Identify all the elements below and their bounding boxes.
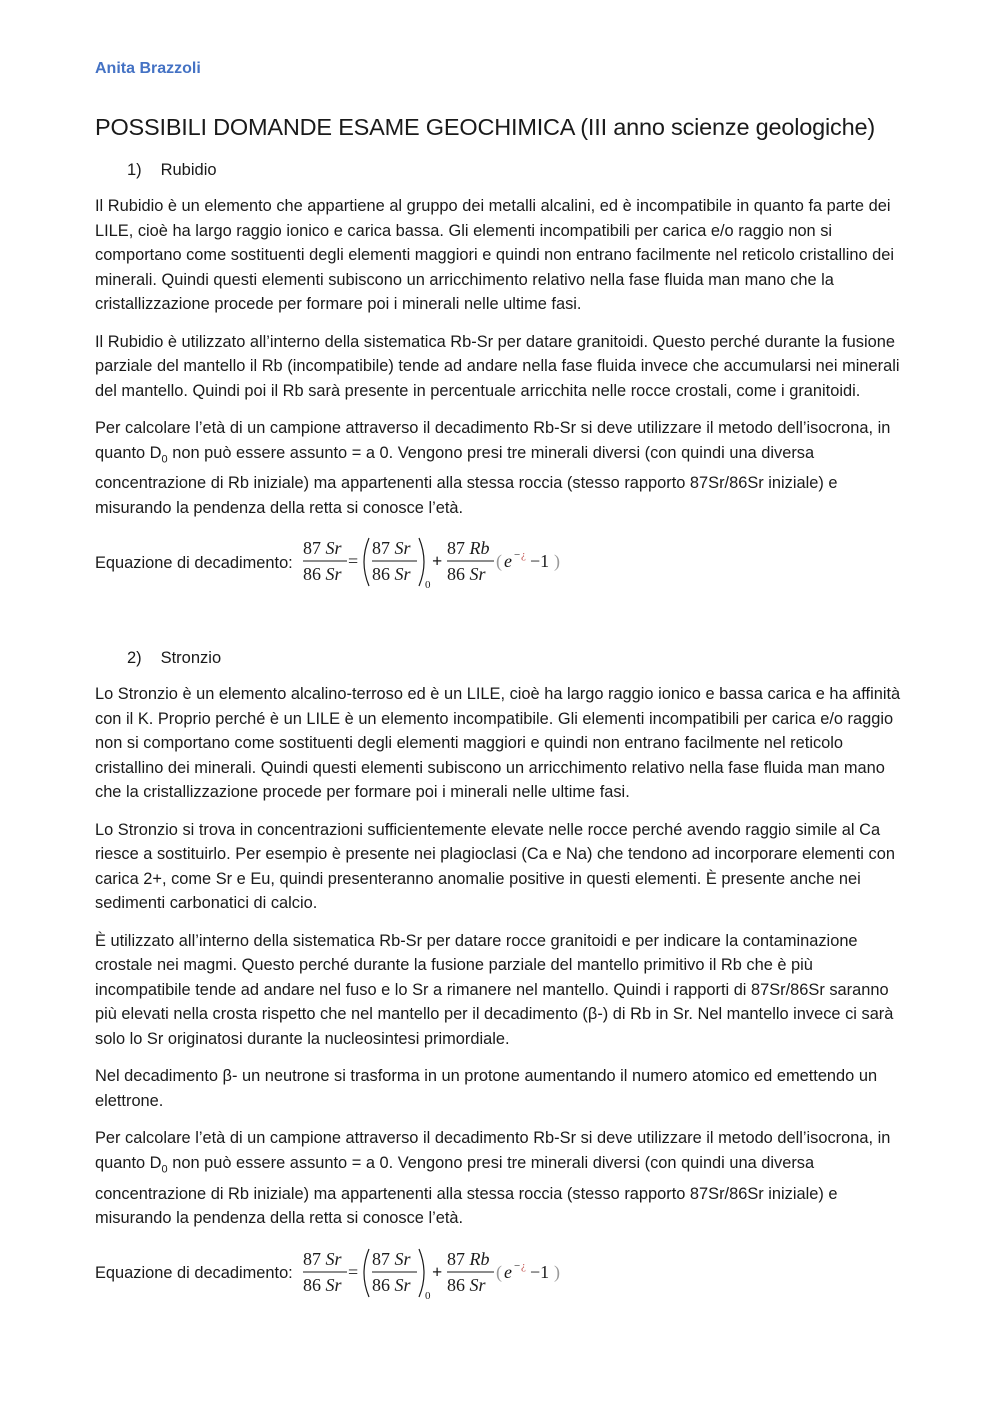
eq-num2: 87 Sr (371, 538, 411, 559)
equation-label: Equazione di decadimento: (95, 1264, 293, 1283)
eq-minus-one: −1 (529, 551, 549, 572)
eq-close-bracket: ) (553, 551, 560, 572)
eq-num1: 87 Sr (302, 538, 342, 559)
paragraph: È utilizzato all’interno della sistematica Rb-Sr per datare rocce granitoidi e per indicare la contaminazione crostale nei magmi. Questo perché durante la fusione parziale del mantello primitivo il Rb che è più incompatibile tende ad andare nel fuso e lo Sr a rimanere nel mantello. Quindi i rapporti di 87Sr/86Sr saranno più elevati nella crosta rispetto che nel mantello per il decadimento (β-) di Rb in Sr. Nel mantello invece ci sarà solo lo Sr originatosi durante la nucleosintesi primordiale. (95, 931, 894, 1048)
section-heading-stronzio (127, 649, 903, 668)
eq-den2: 86 Sr (371, 564, 411, 585)
right-paren (419, 538, 424, 586)
eq-subscript: 0 (424, 1289, 431, 1302)
paragraph-isochron (95, 416, 903, 520)
eq-den3: 86 Sr (446, 564, 486, 585)
section-number: 1) (127, 161, 142, 179)
eq-close-bracket: ) (553, 1261, 560, 1282)
paragraph: Il Rubidio è utilizzato all’interno della sistematica Rb-Sr per datare granitoidi. Questo perché durante la fusione parziale del mantello il Rb (incompatibile) tende ad andare nella fase fluida invece che accumularsi nei minerali del mantello. Quindi poi il Rb sarà presente in percentuale arricchita nelle rocce crostali, come i granitoidi. (95, 332, 900, 400)
eq-plus: + (431, 551, 443, 572)
section-title: Rubidio (160, 161, 217, 179)
eq-exp-minus: − (513, 1259, 520, 1272)
paragraph: Nel decadimento β- un neutrone si trasforma in un protone aumentando il numero atomico ed emettendo un elettrone. (95, 1067, 878, 1110)
left-paren (364, 538, 369, 586)
eq-den3: 86 Sr (446, 1274, 486, 1295)
section-heading-rubidio (127, 161, 903, 180)
eq-open-bracket: ( (495, 551, 502, 572)
eq-equals: = (347, 551, 358, 572)
eq-minus-one: −1 (529, 1261, 549, 1282)
eq-num3: 87 Rb (446, 1248, 490, 1269)
text-span: Per calcolare l’età di un campione attraverso il decadimento Rb-Sr si deve utilizzare il metodo dell’isocrona, in quanto D (95, 419, 891, 462)
section-number: 2) (127, 649, 142, 668)
document-title: POSSIBILI DOMANDE ESAME GEOCHIMICA (III anno scienze geologiche) (95, 114, 875, 140)
text-span: Per calcolare l’età di un campione attraverso il decadimento Rb-Sr si deve utilizzare il metodo dell’isocrona, in quanto D (95, 1129, 891, 1172)
document-content (95, 60, 903, 1304)
equation-label: Equazione di decadimento: (95, 553, 293, 572)
decay-equation (95, 1244, 903, 1304)
text-span: non può essere assunto = a 0. Vengono presi tre minerali diversi (con quindi una diversa concentrazione di Rb iniziale) ma appartenenti alla stessa roccia (stesso rapporto 87Sr/86Sr iniziale) e misurando la pendenza della retta si conosce l’età. (95, 1153, 838, 1228)
subscript: 0 (161, 452, 168, 465)
eq-num2: 87 Sr (371, 1248, 411, 1269)
author-name: Anita Brazzoli (95, 60, 201, 77)
paragraph: Il Rubidio è un elemento che appartiene al gruppo dei metalli alcalini, ed è incompatibile in quanto fa parte dei LILE, cioè ha largo raggio ionico e carica bassa. Gli elementi incompatibili per carica e/o raggio non si comportano come sostituenti degli elementi maggiori e quindi non entrano facilmente nel reticolo cristallino dei minerali. Quindi questi elementi subiscono un arricchimento relativo nella fase fluida man mano che la cristallizzazione procede per formare poi i minerali nelle ultime fasi. (95, 197, 895, 313)
eq-exp-base: e (503, 551, 512, 572)
eq-plus: + (431, 1261, 443, 1282)
eq-exp-minus: − (513, 549, 520, 562)
eq-exp-base: e (503, 1261, 512, 1282)
eq-den2: 86 Sr (371, 1274, 411, 1295)
eq-den1: 86 Sr (302, 1274, 342, 1295)
equation-formula (301, 1245, 563, 1303)
paragraph-isochron (95, 1126, 903, 1230)
decay-equation (95, 533, 903, 593)
text-span: non può essere assunto = a 0. Vengono presi tre minerali diversi (con quindi una diversa concentrazione di Rb iniziale) ma appartenenti alla stessa roccia (stesso rapporto 87Sr/86Sr iniziale) e misurando la pendenza della retta si conosce l’età. (95, 443, 838, 517)
eq-subscript: 0 (424, 579, 431, 592)
eq-num3: 87 Rb (446, 538, 490, 559)
eq-num1: 87 Sr (302, 1248, 342, 1269)
equation-formula (301, 534, 563, 592)
right-paren (419, 1249, 424, 1297)
left-paren (364, 1249, 369, 1297)
eq-exp-placeholder: ¿ (520, 1259, 526, 1272)
eq-exp-placeholder: ¿ (520, 549, 526, 562)
eq-equals: = (347, 1261, 358, 1282)
eq-den1: 86 Sr (302, 564, 342, 585)
section-title: Stronzio (160, 649, 222, 668)
paragraph: Lo Stronzio è un elemento alcalino-terroso ed è un LILE, cioè ha largo raggio ionico e bassa carica e ha affinità con il K. Proprio perché è un LILE è un elemento incompatibile. Gli elementi incompatibili per carica e/o raggio non si comportano come sostituenti degli elementi maggiori e quindi non entrano facilmente nel reticolo cristallino dei minerali. Quindi questi elementi subiscono un arricchimento relativo nella fase fluida man mano che la cristallizzazione procede per formare poi i minerali nelle ultime fasi. (95, 685, 901, 802)
eq-open-bracket: ( (495, 1261, 502, 1282)
subscript: 0 (161, 1163, 168, 1176)
paragraph: Lo Stronzio si trova in concentrazioni sufficientemente elevate nelle rocce perché avendo raggio simile al Ca riesce a sostituirlo. Per esempio è presente nei plagioclasi (Ca e Na) che tendono ad incorporare elementi con carica 2+, come Sr e Eu, quindi presenteranno anomalie positive in questi elementi. È presente anche nei sedimenti carbonatici di calcio. (95, 820, 895, 913)
